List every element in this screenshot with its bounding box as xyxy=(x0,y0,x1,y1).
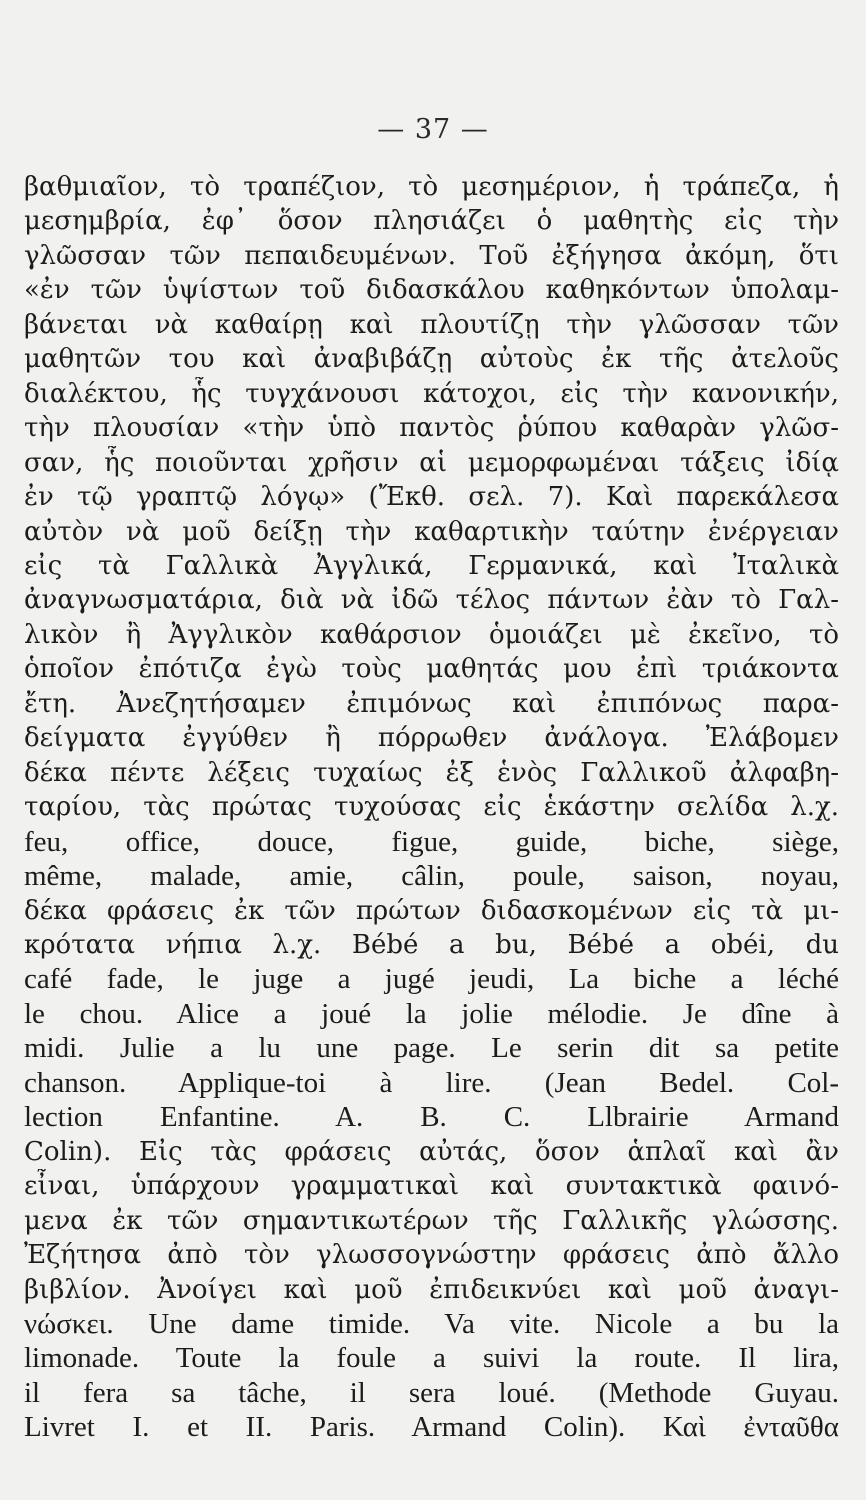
text-line: δέκα φράσεις ἐκ τῶν πρώτων διδασκομένων εἰς τὰ μι- xyxy=(24,895,839,926)
text-line: βαθμιαῖον, τὸ τραπέζιον, τὸ μεσημέριον, ἡ τράπεζα, ἡ xyxy=(24,172,839,202)
text-line: le chou. Alice a joué la jolie mélodie. Je dîne à xyxy=(24,997,839,1030)
text-line: ἐν τῷ γραπτῷ λόγῳ» (Ἔκθ. σελ. 7). Καὶ παρεκάλεσα xyxy=(24,482,839,513)
text-line: μενα ἐκ τῶν σημαντικωτέρων τῆς Γαλλικῆς γλώσσης. xyxy=(24,1205,839,1236)
text-line: λικὸν ἢ Ἀγγλικὸν καθάρσιον ὁμοιάζει μὲ ἐκεῖνο, τὸ xyxy=(24,619,839,650)
text-line: café fade, le juge a jugé jeudi, La biche a léché xyxy=(24,963,839,996)
text-line: δέκα πέντε λέξεις τυχαίως ἐξ ἑνὸς Γαλλικοῦ ἀλφαβη- xyxy=(24,757,839,788)
text-line: βάνεται νὰ καθαίρῃ καὶ πλουτίζῃ τὴν γλῶσσαν τῶν xyxy=(24,309,839,340)
text-line: il fera sa tâche, il sera loué. (Methode Guyau. xyxy=(24,1376,839,1409)
text-line: μεσημβρία, ἐφ᾽ ὅσον πλησιάζει ὁ μαθητὴς εἰς τὴν xyxy=(24,206,839,237)
text-line: αὐτὸν νὰ μοῦ δείξῃ τὴν καθαρτικὴν ταύτην ἐνέργειαν xyxy=(24,516,839,547)
text-line: τὴν πλουσίαν «τὴν ὑπὸ παντὸς ῥύπου καθαρὰν γλῶσ- xyxy=(24,413,839,444)
text-line: νώσκει. Une dame timide. Va vite. Nicole a bu la xyxy=(24,1307,839,1340)
text-line: κρότατα νήπια λ.χ. Bébé a bu, Bébé a obéi, du xyxy=(24,929,839,960)
text-line: ταρίου, τὰς πρώτας τυχούσας εἰς ἑκάστην σελίδα λ.χ. xyxy=(24,792,839,823)
page-number: — 37 — xyxy=(377,114,489,145)
text-line: «ἐν τῶν ὑψίστων τοῦ διδασκάλου καθηκόντων ὑπολαμ- xyxy=(24,275,839,306)
text-line: γλῶσσαν τῶν πεπαιδευμένων. Τοῦ ἐξήγησα ἀκόμη, ὅτι xyxy=(24,240,839,271)
text-line: εἰς τὰ Γαλλικὰ Ἀγγλικά, Γερμανικά, καὶ Ἰταλικὰ xyxy=(24,550,839,581)
text-line: limonade. Toute la foule a suivi la route. Il lira, xyxy=(24,1342,839,1375)
text-line: même, malade, amie, câlin, poule, saison, noyau, xyxy=(24,860,839,893)
text-line: Ἐζήτησα ἀπὸ τὸν γλωσσογνώστην φράσεις ἀπὸ ἄλλο xyxy=(24,1240,839,1271)
text-line: μαθητῶν του καὶ ἀναβιβάζῃ αὐτοὺς ἐκ τῆς ἀτελοῦς xyxy=(24,344,839,375)
text-line: διαλέκτου, ἧς τυγχάνουσι κάτοχοι, εἰς τὴν κανονικήν, xyxy=(24,378,839,409)
text-line: ἀναγνωσματάρια, διὰ νὰ ἰδῶ τέλος πάντων ἐὰν τὸ Γαλ- xyxy=(24,585,839,616)
text-line: ἔτη. Ἀνεζητήσαμεν ἐπιμόνως καὶ ἐπιπόνως παρα- xyxy=(24,688,839,719)
text-line: σαν, ἧς ποιοῦνται χρῆσιν αἱ μεμορφωμέναι τάξεις ἰδίᾳ xyxy=(24,447,839,478)
text-line: Livret I. et II. Paris. Armand Colin). Καὶ ἐνταῦθα xyxy=(24,1411,839,1444)
text-line: ὁποῖον ἐπότιζα ἐγὼ τοὺς μαθητάς μου ἐπὶ τριάκοντα xyxy=(24,654,839,685)
page-body-text xyxy=(24,170,839,1445)
text-line: lection Enfantine. A. B. C. Llbrairie Armand xyxy=(24,1101,839,1134)
text-line: βιβλίον. Ἀνοίγει καὶ μοῦ ἐπιδεικνύει καὶ μοῦ ἀναγι- xyxy=(24,1274,839,1305)
text-line: chanson. Applique-toi à lire. (Jean Bedel. Col- xyxy=(24,1066,839,1099)
text-line: feu, office, douce, figue, guide, biche, siège, xyxy=(24,825,839,858)
text-line: midi. Julie a lu une page. Le serin dit sa petite xyxy=(24,1032,839,1065)
text-line: Colin). Εἰς τὰς φράσεις αὐτάς, ὅσον ἁπλαῖ καὶ ἂν xyxy=(24,1136,839,1167)
text-line: εἶναι, ὑπάρχουν γραμματικαὶ καὶ συντακτικὰ φαινό- xyxy=(24,1171,839,1202)
text-line: δείγματα ἐγγύθεν ἢ πόρρωθεν ἀνάλογα. Ἐλάβομεν xyxy=(24,723,839,754)
